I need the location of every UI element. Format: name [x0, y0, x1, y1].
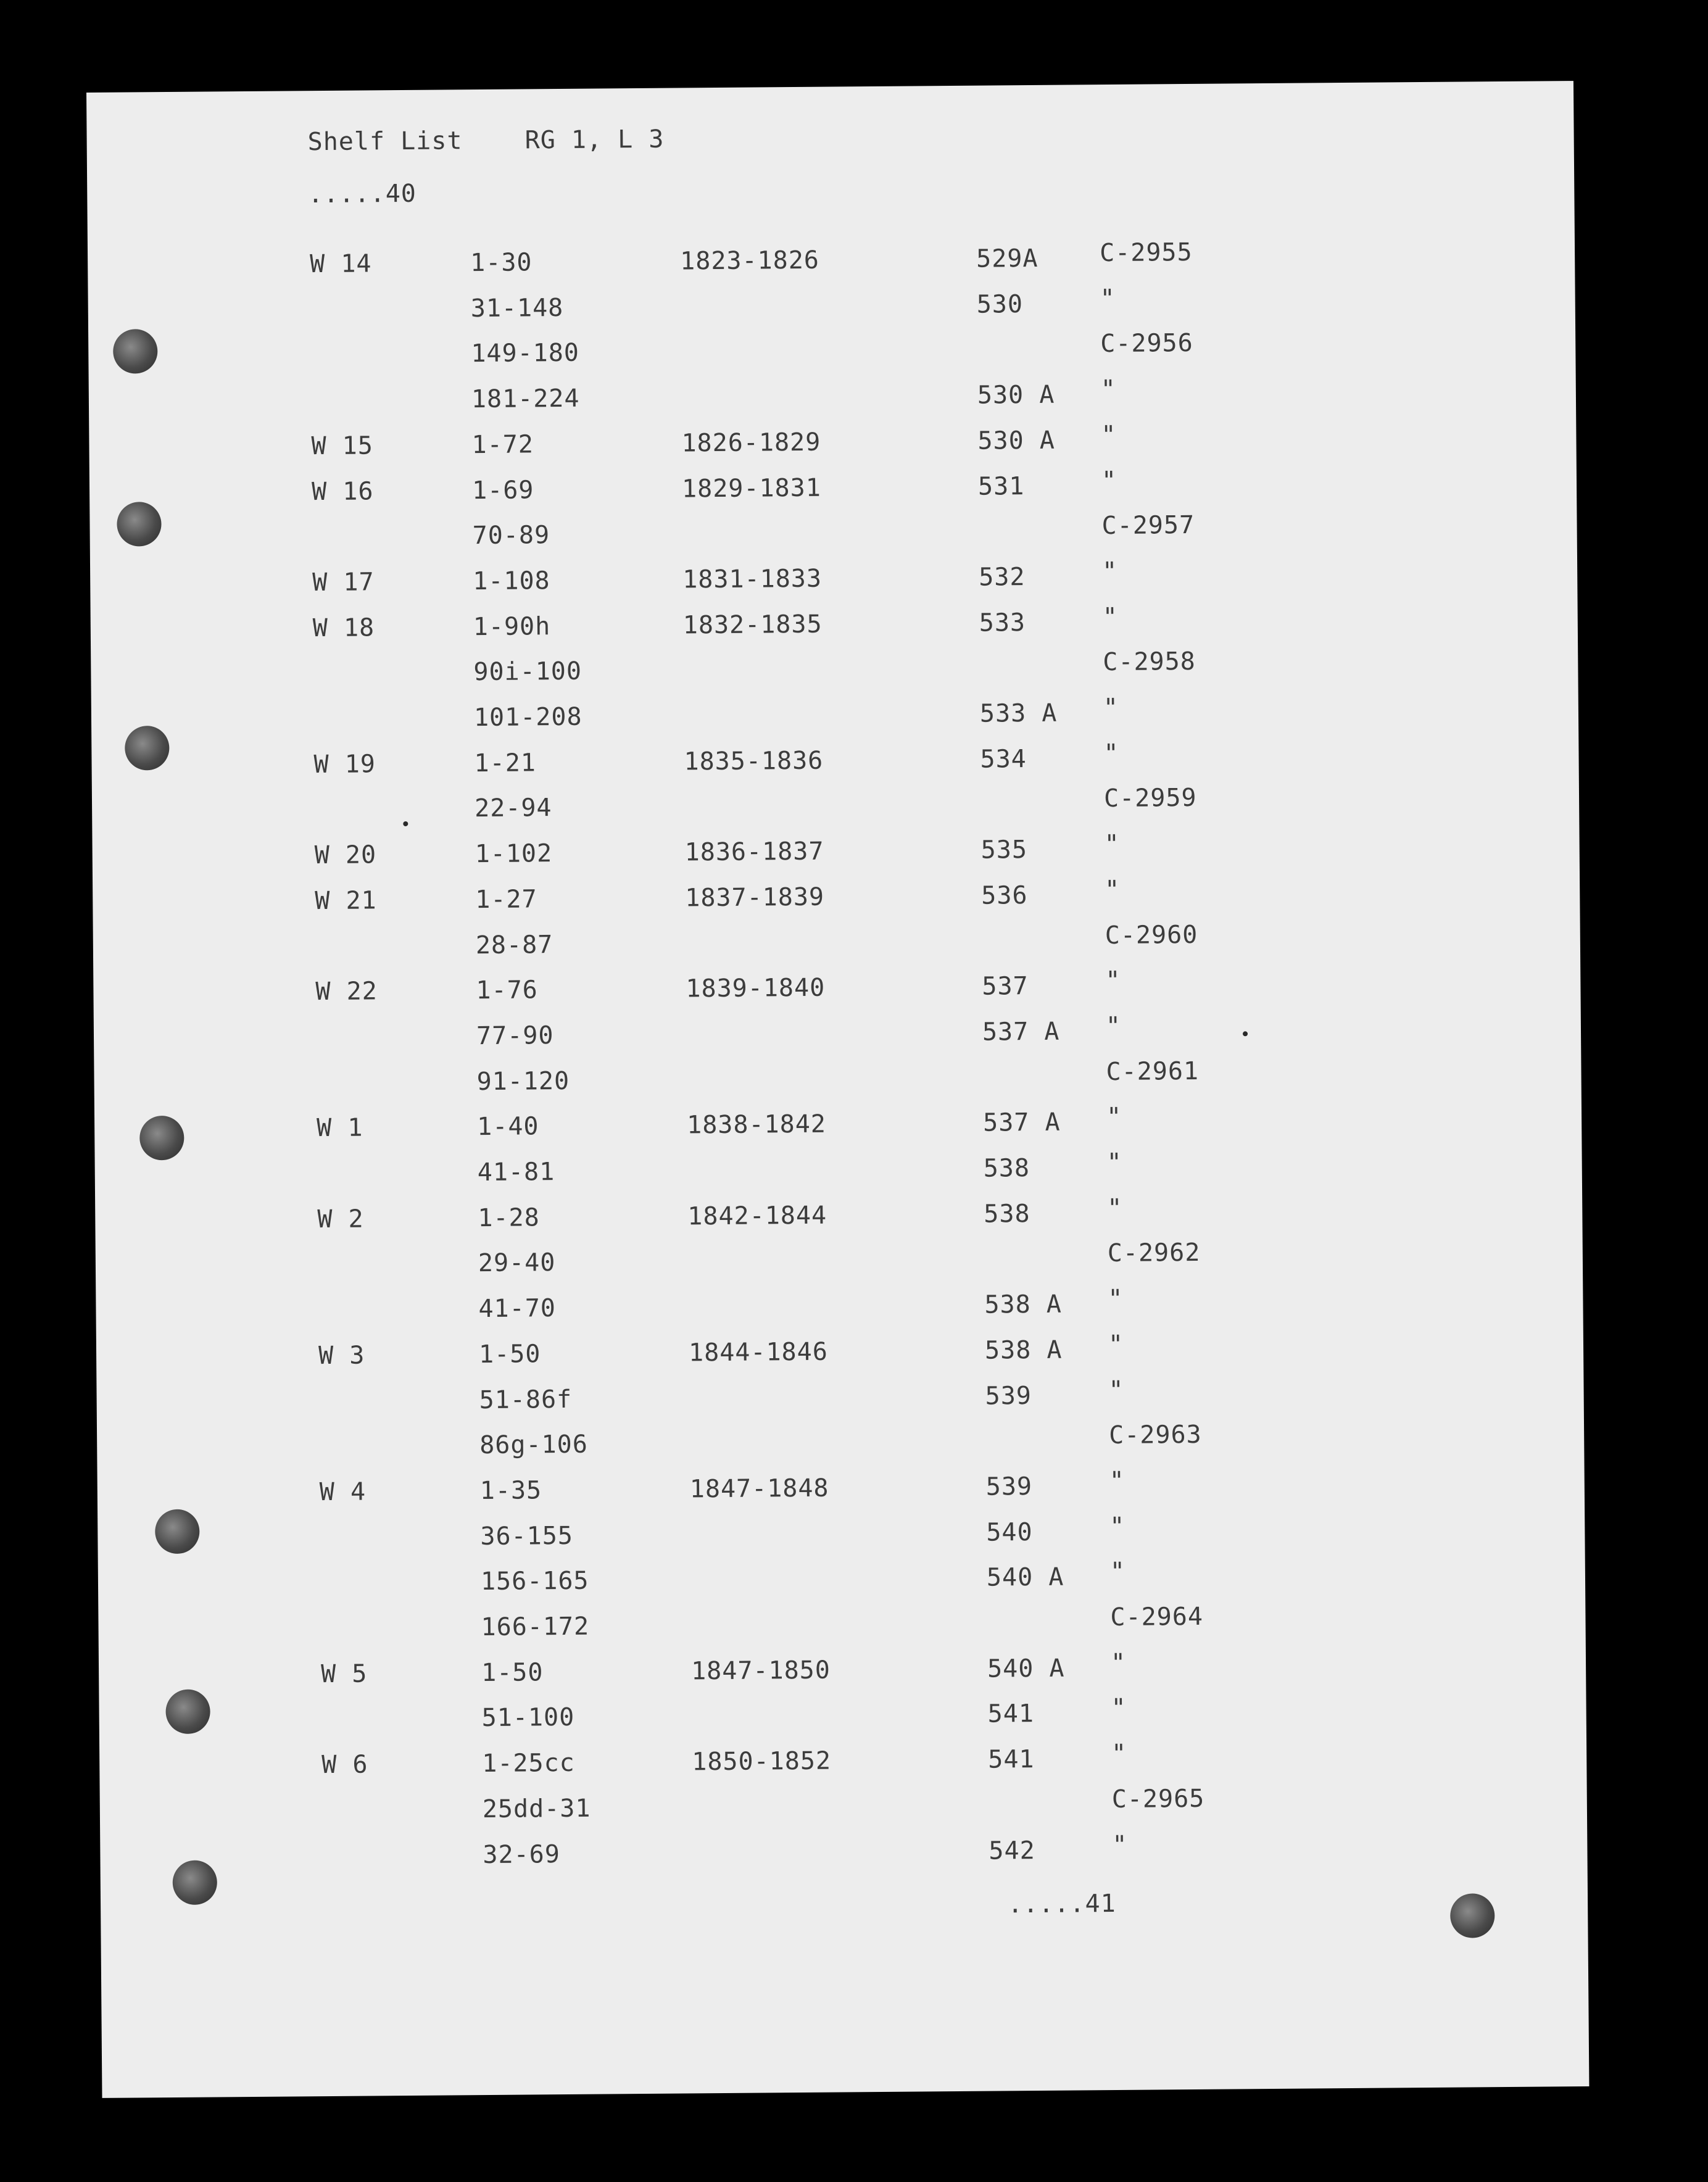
- item-number-cell: 535: [980, 836, 1028, 865]
- page-range-cell: 1-21: [474, 749, 537, 778]
- page-range-cell: 51-86f: [479, 1385, 573, 1415]
- reel-cell: C-2964: [1110, 1602, 1204, 1632]
- page-range-cell: 1-108: [473, 566, 550, 596]
- item-number-cell: 542: [989, 1836, 1035, 1865]
- page-range-cell: 41-70: [478, 1294, 557, 1324]
- page-range-cell: 1-102: [475, 839, 553, 869]
- years-cell: 1835-1836: [684, 746, 824, 776]
- page-range-cell: 1-69: [471, 476, 534, 505]
- volume-cell: W 4: [319, 1477, 367, 1507]
- punch-hole: [1450, 1893, 1495, 1938]
- reel-cell: ": [1105, 966, 1121, 995]
- item-number-cell: 537 A: [982, 1017, 1060, 1047]
- paper-speck: [1243, 1031, 1248, 1036]
- years-cell: 1831-1833: [682, 564, 823, 594]
- page-range-cell: 1-27: [475, 885, 537, 915]
- volume-cell: W 14: [310, 249, 372, 279]
- reel-cell: ": [1107, 1193, 1123, 1223]
- years-cell: 1844-1846: [688, 1337, 828, 1367]
- punch-hole: [165, 1690, 210, 1735]
- item-number-cell: 530 A: [977, 380, 1055, 410]
- page-range-cell: 1-35: [479, 1476, 542, 1506]
- volume-cell: W 1: [317, 1113, 363, 1143]
- reel-cell: ": [1101, 557, 1118, 586]
- page-range-cell: 32-69: [483, 1840, 561, 1870]
- page-range-cell: 1-76: [476, 976, 538, 1005]
- reel-cell: C-2959: [1103, 783, 1197, 813]
- page-range-cell: 1-72: [471, 430, 534, 460]
- volume-cell: W 22: [315, 977, 378, 1006]
- reel-cell: ": [1101, 420, 1117, 450]
- page-range-cell: 77-90: [476, 1021, 554, 1051]
- reel-cell: ": [1102, 602, 1119, 632]
- item-number-cell: 540 A: [987, 1654, 1065, 1683]
- item-number-cell: 538 A: [984, 1335, 1063, 1365]
- reel-cell: C-2961: [1106, 1056, 1200, 1087]
- punch-hole: [113, 329, 158, 374]
- reel-cell: ": [1104, 829, 1120, 859]
- volume-cell: W 17: [312, 568, 375, 597]
- reel-cell: C-2965: [1111, 1784, 1205, 1814]
- item-number-cell: 532: [979, 563, 1026, 592]
- paper-speck: [403, 821, 408, 826]
- page-range-cell: 51-100: [481, 1703, 575, 1733]
- page-range-cell: 90i-100: [473, 657, 582, 687]
- page-range-cell: 1-50: [478, 1340, 541, 1369]
- reel-cell: ": [1106, 1102, 1122, 1132]
- reel-cell: C-2956: [1100, 328, 1193, 359]
- page-range-cell: 29-40: [478, 1248, 556, 1278]
- reel-cell: ": [1109, 1557, 1126, 1587]
- reel-cell: ": [1105, 875, 1121, 905]
- reel-cell: ": [1108, 1330, 1124, 1359]
- years-cell: 1836-1837: [684, 837, 824, 867]
- page-range-cell: 25dd-31: [482, 1794, 591, 1824]
- reel-cell: ": [1100, 375, 1117, 404]
- volume-cell: W 6: [321, 1750, 368, 1780]
- item-number-cell: 537: [982, 972, 1029, 1001]
- item-number-cell: 538: [983, 1154, 1030, 1183]
- years-cell: 1826-1829: [681, 428, 821, 458]
- shelf-list-title: Shelf List: [307, 127, 463, 157]
- page-range-cell: 31-148: [470, 293, 564, 323]
- reel-cell: ": [1106, 1148, 1122, 1177]
- item-number-cell: 541: [988, 1745, 1035, 1774]
- volume-cell: W 16: [311, 477, 374, 507]
- page-range-cell: 181-224: [471, 384, 580, 414]
- reel-cell: C-2955: [1099, 238, 1193, 268]
- years-cell: 1839-1840: [686, 973, 826, 1003]
- punch-hole: [155, 1509, 200, 1554]
- punch-hole: [125, 726, 170, 771]
- reel-cell: C-2958: [1103, 647, 1196, 677]
- item-number-cell: 530 A: [977, 426, 1056, 455]
- volume-cell: W 21: [315, 886, 377, 916]
- page-range-cell: 41-81: [477, 1158, 555, 1187]
- volume-cell: W 18: [312, 613, 375, 643]
- item-number-cell: 541: [987, 1699, 1035, 1728]
- page-range-cell: 1-40: [477, 1112, 539, 1142]
- reel-cell: ": [1108, 1375, 1124, 1405]
- item-number-cell: 533: [979, 608, 1026, 637]
- reel-cell: C-2957: [1101, 510, 1195, 541]
- reel-cell: ": [1105, 1011, 1122, 1041]
- reel-cell: ": [1110, 1648, 1127, 1678]
- item-number-cell: 538 A: [984, 1290, 1063, 1319]
- item-number-cell: 540 A: [986, 1562, 1064, 1592]
- reel-cell: C-2962: [1107, 1238, 1201, 1268]
- volume-cell: W 19: [313, 750, 376, 779]
- reel-cell: ": [1111, 1739, 1127, 1769]
- page-range-cell: 1-90h: [473, 612, 551, 642]
- item-number-cell: 533 A: [979, 699, 1058, 728]
- reel-cell: ": [1103, 739, 1119, 768]
- page-range-cell: 86g-106: [479, 1430, 588, 1460]
- page-range-cell: 149-180: [471, 338, 580, 368]
- item-number-cell: 529A: [976, 244, 1038, 273]
- page-range-cell: 1-28: [478, 1203, 540, 1233]
- item-number-cell: 539: [985, 1472, 1033, 1501]
- years-cell: 1842-1844: [687, 1201, 827, 1231]
- reel-cell: ": [1108, 1284, 1124, 1314]
- page-range-cell: 36-155: [480, 1521, 574, 1551]
- page-continued-from: .....40: [308, 179, 417, 209]
- volume-cell: W 3: [318, 1341, 365, 1371]
- item-number-cell: 536: [981, 881, 1028, 910]
- punch-hole: [139, 1116, 184, 1161]
- punch-hole: [117, 502, 162, 547]
- years-cell: 1847-1848: [689, 1474, 829, 1504]
- years-cell: 1829-1831: [681, 473, 821, 504]
- reel-cell: ": [1103, 693, 1119, 723]
- reel-cell: ": [1109, 1466, 1125, 1496]
- page-range-cell: 166-172: [481, 1612, 590, 1642]
- item-number-cell: 538: [984, 1200, 1030, 1229]
- page-range-cell: 22-94: [474, 794, 552, 823]
- page-range-cell: 101-208: [473, 702, 582, 732]
- item-number-cell: 537 A: [982, 1108, 1061, 1137]
- punch-hole: [173, 1860, 218, 1905]
- years-cell: 1838-1842: [686, 1110, 827, 1140]
- years-cell: 1850-1852: [692, 1746, 832, 1777]
- volume-cell: W 20: [314, 840, 377, 870]
- years-cell: 1847-1850: [690, 1656, 831, 1686]
- reel-cell: ": [1112, 1830, 1128, 1860]
- page-range-cell: 70-89: [472, 521, 550, 550]
- page-range-cell: 28-87: [475, 931, 553, 960]
- reel-cell: ": [1101, 466, 1117, 496]
- years-cell: 1832-1835: [682, 610, 823, 640]
- record-group-label: RG 1, L 3: [524, 125, 665, 155]
- page-range-cell: 1-30: [470, 248, 533, 278]
- document-page: [86, 81, 1589, 2098]
- page-range-cell: 156-165: [480, 1566, 589, 1596]
- page-continued-to: .....41: [1007, 1889, 1116, 1919]
- item-number-cell: 534: [980, 745, 1027, 774]
- page-range-cell: 91-120: [476, 1066, 570, 1097]
- page-range-cell: 1-25cc: [482, 1748, 575, 1778]
- reel-cell: ": [1109, 1512, 1126, 1541]
- reel-cell: C-2963: [1108, 1420, 1202, 1450]
- item-number-cell: 539: [985, 1382, 1032, 1411]
- years-cell: 1837-1839: [685, 882, 825, 913]
- years-cell: 1823-1826: [679, 246, 820, 276]
- page-range-cell: 1-50: [481, 1658, 544, 1688]
- item-number-cell: 530: [976, 290, 1024, 319]
- volume-cell: W 2: [317, 1205, 364, 1234]
- reel-cell: C-2960: [1105, 920, 1198, 950]
- reel-cell: ": [1100, 284, 1116, 313]
- item-number-cell: 531: [977, 472, 1025, 501]
- volume-cell: W 5: [320, 1659, 368, 1689]
- item-number-cell: 540: [986, 1518, 1033, 1547]
- reel-cell: ": [1111, 1693, 1127, 1723]
- volume-cell: W 15: [311, 431, 374, 461]
